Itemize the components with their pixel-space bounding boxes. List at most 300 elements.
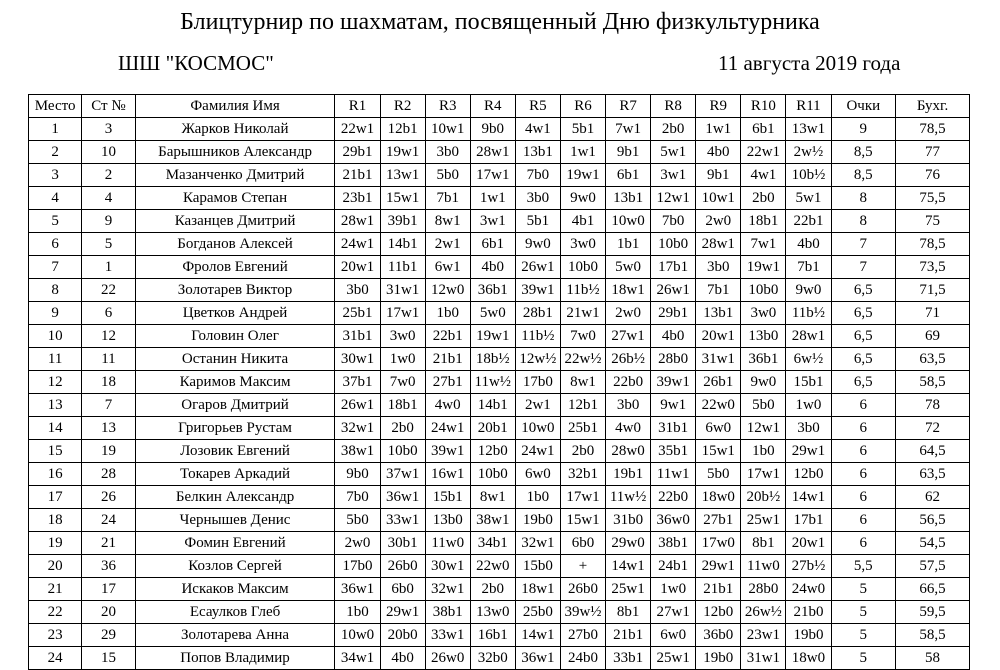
round-1-cell: 1b0 — [335, 601, 380, 624]
round-4-cell: 4b0 — [470, 256, 515, 279]
round-10-cell: 4w1 — [741, 164, 786, 187]
start-number-cell: 21 — [82, 532, 135, 555]
tiebreak-cell: 78,5 — [896, 233, 970, 256]
round-6-cell: 4b1 — [560, 210, 605, 233]
round-9-cell: 29w1 — [696, 555, 741, 578]
round-9-cell: 10w1 — [696, 187, 741, 210]
round-8-cell: 24b1 — [651, 555, 696, 578]
player-name-cell: Фомин Евгений — [135, 532, 335, 555]
round-2-cell: 39b1 — [380, 210, 425, 233]
round-3-cell: 4w0 — [425, 394, 470, 417]
results-table — [28, 94, 970, 670]
round-3-cell: 10w1 — [425, 118, 470, 141]
round-11-cell: 21b0 — [786, 601, 831, 624]
round-11-cell: 20w1 — [786, 532, 831, 555]
header-r11: R11 — [786, 95, 831, 118]
round-2-cell: 11b1 — [380, 256, 425, 279]
table-header-row — [29, 95, 970, 118]
points-cell: 8,5 — [831, 141, 896, 164]
round-5-cell: 39w1 — [515, 279, 560, 302]
place-cell: 9 — [29, 302, 82, 325]
points-cell: 5 — [831, 578, 896, 601]
tournament-title: Блицтурнир по шахматам, посвященный Дню физкультурника — [180, 9, 820, 35]
round-4-cell: 1w1 — [470, 187, 515, 210]
round-5-cell: 10w0 — [515, 417, 560, 440]
round-6-cell: 2b0 — [560, 440, 605, 463]
round-2-cell: 15w1 — [380, 187, 425, 210]
table-row — [29, 371, 970, 394]
points-cell: 8 — [831, 187, 896, 210]
round-3-cell: 16w1 — [425, 463, 470, 486]
round-8-cell: 5w1 — [651, 141, 696, 164]
round-2-cell: 18b1 — [380, 394, 425, 417]
round-6-cell: 10b0 — [560, 256, 605, 279]
header-start-number: Ст № — [82, 95, 135, 118]
round-10-cell: 7w1 — [741, 233, 786, 256]
round-3-cell: 39w1 — [425, 440, 470, 463]
round-6-cell: 7w0 — [560, 325, 605, 348]
player-name-cell: Искаков Максим — [135, 578, 335, 601]
round-5-cell: 2w1 — [515, 394, 560, 417]
round-8-cell: 7b0 — [651, 210, 696, 233]
table-row — [29, 118, 970, 141]
round-2-cell: 6b0 — [380, 578, 425, 601]
round-3-cell: 15b1 — [425, 486, 470, 509]
start-number-cell: 5 — [82, 233, 135, 256]
tiebreak-cell: 71 — [896, 302, 970, 325]
place-cell: 14 — [29, 417, 82, 440]
round-1-cell: 30w1 — [335, 348, 380, 371]
start-number-cell: 18 — [82, 371, 135, 394]
start-number-cell: 19 — [82, 440, 135, 463]
round-1-cell: 23b1 — [335, 187, 380, 210]
round-9-cell: 36b0 — [696, 624, 741, 647]
round-3-cell: 38b1 — [425, 601, 470, 624]
place-cell: 2 — [29, 141, 82, 164]
tiebreak-cell: 62 — [896, 486, 970, 509]
round-1-cell: 7b0 — [335, 486, 380, 509]
round-11-cell: 2w½ — [786, 141, 831, 164]
round-6-cell: 3w0 — [560, 233, 605, 256]
tiebreak-cell: 75,5 — [896, 187, 970, 210]
place-cell: 4 — [29, 187, 82, 210]
place-cell: 10 — [29, 325, 82, 348]
points-cell: 6,5 — [831, 279, 896, 302]
place-cell: 22 — [29, 601, 82, 624]
round-11-cell: 24w0 — [786, 578, 831, 601]
round-7-cell: 3b0 — [606, 394, 651, 417]
start-number-cell: 2 — [82, 164, 135, 187]
header-r1: R1 — [335, 95, 380, 118]
header-r3: R3 — [425, 95, 470, 118]
round-6-cell: 21w1 — [560, 302, 605, 325]
round-7-cell: 9b1 — [606, 141, 651, 164]
round-9-cell: 15w1 — [696, 440, 741, 463]
round-4-cell: 17w1 — [470, 164, 515, 187]
points-cell: 6 — [831, 532, 896, 555]
round-4-cell: 2b0 — [470, 578, 515, 601]
round-1-cell: 3b0 — [335, 279, 380, 302]
round-1-cell: 29b1 — [335, 141, 380, 164]
place-cell: 24 — [29, 647, 82, 670]
round-4-cell: 18b½ — [470, 348, 515, 371]
round-8-cell: 39w1 — [651, 371, 696, 394]
points-cell: 6 — [831, 463, 896, 486]
round-7-cell: 14w1 — [606, 555, 651, 578]
start-number-cell: 13 — [82, 417, 135, 440]
points-cell: 6 — [831, 417, 896, 440]
table-row — [29, 578, 970, 601]
round-7-cell: 18w1 — [606, 279, 651, 302]
header-points: Очки — [831, 95, 896, 118]
start-number-cell: 17 — [82, 578, 135, 601]
round-3-cell: 26w0 — [425, 647, 470, 670]
round-9-cell: 19b0 — [696, 647, 741, 670]
round-2-cell: 29w1 — [380, 601, 425, 624]
round-7-cell: 5w0 — [606, 256, 651, 279]
place-cell: 12 — [29, 371, 82, 394]
round-9-cell: 5b0 — [696, 463, 741, 486]
tiebreak-cell: 77 — [896, 141, 970, 164]
round-11-cell: 4b0 — [786, 233, 831, 256]
round-3-cell: 6w1 — [425, 256, 470, 279]
points-cell: 9 — [831, 118, 896, 141]
round-4-cell: 10b0 — [470, 463, 515, 486]
round-6-cell: 15w1 — [560, 509, 605, 532]
round-4-cell: 32b0 — [470, 647, 515, 670]
table-row — [29, 417, 970, 440]
round-7-cell: 26b½ — [606, 348, 651, 371]
round-2-cell: 31w1 — [380, 279, 425, 302]
round-9-cell: 26b1 — [696, 371, 741, 394]
round-10-cell: 28b0 — [741, 578, 786, 601]
round-8-cell: 36w0 — [651, 509, 696, 532]
player-name-cell: Головин Олег — [135, 325, 335, 348]
round-5-cell: 1b0 — [515, 486, 560, 509]
round-8-cell: 10b0 — [651, 233, 696, 256]
start-number-cell: 4 — [82, 187, 135, 210]
round-3-cell: 30w1 — [425, 555, 470, 578]
round-2-cell: 26b0 — [380, 555, 425, 578]
round-5-cell: 18w1 — [515, 578, 560, 601]
points-cell: 8,5 — [831, 164, 896, 187]
round-10-cell: 25w1 — [741, 509, 786, 532]
table-row — [29, 463, 970, 486]
round-9-cell: 1w1 — [696, 118, 741, 141]
round-1-cell: 37b1 — [335, 371, 380, 394]
round-11-cell: 18w0 — [786, 647, 831, 670]
round-3-cell: 13b0 — [425, 509, 470, 532]
round-9-cell: 31w1 — [696, 348, 741, 371]
round-5-cell: 24w1 — [515, 440, 560, 463]
round-11-cell: 6w½ — [786, 348, 831, 371]
round-7-cell: 33b1 — [606, 647, 651, 670]
round-2-cell: 2b0 — [380, 417, 425, 440]
round-3-cell: 32w1 — [425, 578, 470, 601]
tiebreak-cell: 58 — [896, 647, 970, 670]
round-8-cell: 25w1 — [651, 647, 696, 670]
points-cell: 6 — [831, 440, 896, 463]
round-7-cell: 29w0 — [606, 532, 651, 555]
table-row — [29, 509, 970, 532]
round-6-cell: 9w0 — [560, 187, 605, 210]
round-6-cell: 27b0 — [560, 624, 605, 647]
round-3-cell: 27b1 — [425, 371, 470, 394]
place-cell: 21 — [29, 578, 82, 601]
player-name-cell: Богданов Алексей — [135, 233, 335, 256]
place-cell: 16 — [29, 463, 82, 486]
round-7-cell: 2w0 — [606, 302, 651, 325]
round-10-cell: 10b0 — [741, 279, 786, 302]
round-1-cell: 20w1 — [335, 256, 380, 279]
round-10-cell: 8b1 — [741, 532, 786, 555]
round-11-cell: 17b1 — [786, 509, 831, 532]
start-number-cell: 26 — [82, 486, 135, 509]
round-10-cell: 11w0 — [741, 555, 786, 578]
player-name-cell: Каримов Максим — [135, 371, 335, 394]
round-7-cell: 11w½ — [606, 486, 651, 509]
points-cell: 5 — [831, 647, 896, 670]
round-4-cell: 14b1 — [470, 394, 515, 417]
round-2-cell: 13w1 — [380, 164, 425, 187]
tiebreak-cell: 56,5 — [896, 509, 970, 532]
player-name-cell: Григорьев Рустам — [135, 417, 335, 440]
round-6-cell: 17w1 — [560, 486, 605, 509]
header-r5: R5 — [515, 95, 560, 118]
place-cell: 8 — [29, 279, 82, 302]
header-r7: R7 — [606, 95, 651, 118]
round-2-cell: 20b0 — [380, 624, 425, 647]
round-7-cell: 31b0 — [606, 509, 651, 532]
round-1-cell: 24w1 — [335, 233, 380, 256]
player-name-cell: Казанцев Дмитрий — [135, 210, 335, 233]
table-row — [29, 601, 970, 624]
tiebreak-cell: 58,5 — [896, 624, 970, 647]
round-5-cell: 6w0 — [515, 463, 560, 486]
round-10-cell: 22w1 — [741, 141, 786, 164]
round-1-cell: 32w1 — [335, 417, 380, 440]
round-5-cell: 19b0 — [515, 509, 560, 532]
round-1-cell: 28w1 — [335, 210, 380, 233]
place-cell: 20 — [29, 555, 82, 578]
round-1-cell: 22w1 — [335, 118, 380, 141]
place-cell: 5 — [29, 210, 82, 233]
round-9-cell: 7b1 — [696, 279, 741, 302]
round-2-cell: 3w0 — [380, 325, 425, 348]
header-r2: R2 — [380, 95, 425, 118]
round-5-cell: 3b0 — [515, 187, 560, 210]
place-cell: 7 — [29, 256, 82, 279]
round-6-cell: 22w½ — [560, 348, 605, 371]
round-11-cell: 19b0 — [786, 624, 831, 647]
round-1-cell: 5b0 — [335, 509, 380, 532]
table-row — [29, 532, 970, 555]
header-r8: R8 — [651, 95, 696, 118]
round-2-cell: 7w0 — [380, 371, 425, 394]
round-9-cell: 13b1 — [696, 302, 741, 325]
header-r10: R10 — [741, 95, 786, 118]
start-number-cell: 28 — [82, 463, 135, 486]
round-1-cell: 9b0 — [335, 463, 380, 486]
round-8-cell: 4b0 — [651, 325, 696, 348]
tiebreak-cell: 66,5 — [896, 578, 970, 601]
player-name-cell: Козлов Сергей — [135, 555, 335, 578]
round-2-cell: 36w1 — [380, 486, 425, 509]
round-7-cell: 25w1 — [606, 578, 651, 601]
round-4-cell: 36b1 — [470, 279, 515, 302]
table-row — [29, 348, 970, 371]
table-row — [29, 647, 970, 670]
tiebreak-cell: 57,5 — [896, 555, 970, 578]
points-cell: 7 — [831, 256, 896, 279]
round-5-cell: 12w½ — [515, 348, 560, 371]
round-4-cell: 28w1 — [470, 141, 515, 164]
round-9-cell: 21b1 — [696, 578, 741, 601]
round-11-cell: 12b0 — [786, 463, 831, 486]
player-name-cell: Карамов Степан — [135, 187, 335, 210]
round-10-cell: 12w1 — [741, 417, 786, 440]
round-10-cell: 18b1 — [741, 210, 786, 233]
round-4-cell: 12b0 — [470, 440, 515, 463]
round-10-cell: 9w0 — [741, 371, 786, 394]
table-row — [29, 555, 970, 578]
points-cell: 6,5 — [831, 325, 896, 348]
round-10-cell: 31w1 — [741, 647, 786, 670]
points-cell: 6 — [831, 486, 896, 509]
round-11-cell: 5w1 — [786, 187, 831, 210]
round-11-cell: 13w1 — [786, 118, 831, 141]
start-number-cell: 20 — [82, 601, 135, 624]
round-7-cell: 28w0 — [606, 440, 651, 463]
round-9-cell: 9b1 — [696, 164, 741, 187]
round-8-cell: 22b0 — [651, 486, 696, 509]
round-11-cell: 15b1 — [786, 371, 831, 394]
round-5-cell: 28b1 — [515, 302, 560, 325]
round-3-cell: 22b1 — [425, 325, 470, 348]
round-4-cell: 13w0 — [470, 601, 515, 624]
round-3-cell: 12w0 — [425, 279, 470, 302]
round-11-cell: 1w0 — [786, 394, 831, 417]
round-10-cell: 3w0 — [741, 302, 786, 325]
table-row — [29, 486, 970, 509]
round-11-cell: 22b1 — [786, 210, 831, 233]
points-cell: 8 — [831, 210, 896, 233]
round-10-cell: 23w1 — [741, 624, 786, 647]
player-name-cell: Жарков Николай — [135, 118, 335, 141]
round-8-cell: 12w1 — [651, 187, 696, 210]
round-5-cell: 7b0 — [515, 164, 560, 187]
round-4-cell: 22w0 — [470, 555, 515, 578]
round-2-cell: 30b1 — [380, 532, 425, 555]
tiebreak-cell: 69 — [896, 325, 970, 348]
round-3-cell: 24w1 — [425, 417, 470, 440]
round-8-cell: 9w1 — [651, 394, 696, 417]
round-7-cell: 8b1 — [606, 601, 651, 624]
round-2-cell: 37w1 — [380, 463, 425, 486]
round-10-cell: 36b1 — [741, 348, 786, 371]
tiebreak-cell: 78 — [896, 394, 970, 417]
table-row — [29, 187, 970, 210]
round-9-cell: 6w0 — [696, 417, 741, 440]
round-11-cell: 27b½ — [786, 555, 831, 578]
round-1-cell: 17b0 — [335, 555, 380, 578]
start-number-cell: 7 — [82, 394, 135, 417]
header-name: Фамилия Имя — [135, 95, 335, 118]
player-name-cell: Фролов Евгений — [135, 256, 335, 279]
round-4-cell: 9b0 — [470, 118, 515, 141]
round-3-cell: 33w1 — [425, 624, 470, 647]
tiebreak-cell: 72 — [896, 417, 970, 440]
tiebreak-cell: 71,5 — [896, 279, 970, 302]
round-9-cell: 20w1 — [696, 325, 741, 348]
round-4-cell: 38w1 — [470, 509, 515, 532]
round-10-cell: 13b0 — [741, 325, 786, 348]
place-cell: 11 — [29, 348, 82, 371]
player-name-cell: Попов Владимир — [135, 647, 335, 670]
round-6-cell: + — [560, 555, 605, 578]
tiebreak-cell: 63,5 — [896, 348, 970, 371]
player-name-cell: Белкин Александр — [135, 486, 335, 509]
table-body — [29, 118, 970, 670]
round-8-cell: 28b0 — [651, 348, 696, 371]
round-6-cell: 8w1 — [560, 371, 605, 394]
header-r9: R9 — [696, 95, 741, 118]
round-6-cell: 12b1 — [560, 394, 605, 417]
round-8-cell: 38b1 — [651, 532, 696, 555]
round-8-cell: 2b0 — [651, 118, 696, 141]
round-7-cell: 4w0 — [606, 417, 651, 440]
round-8-cell: 26w1 — [651, 279, 696, 302]
place-cell: 3 — [29, 164, 82, 187]
points-cell: 6,5 — [831, 302, 896, 325]
round-2-cell: 19w1 — [380, 141, 425, 164]
round-11-cell: 29w1 — [786, 440, 831, 463]
start-number-cell: 11 — [82, 348, 135, 371]
round-3-cell: 8w1 — [425, 210, 470, 233]
round-7-cell: 27w1 — [606, 325, 651, 348]
round-7-cell: 22b0 — [606, 371, 651, 394]
round-10-cell: 17w1 — [741, 463, 786, 486]
round-11-cell: 9w0 — [786, 279, 831, 302]
points-cell: 5 — [831, 601, 896, 624]
round-3-cell: 1b0 — [425, 302, 470, 325]
round-2-cell: 1w0 — [380, 348, 425, 371]
table-row — [29, 233, 970, 256]
round-6-cell: 1w1 — [560, 141, 605, 164]
header-r4: R4 — [470, 95, 515, 118]
points-cell: 5 — [831, 624, 896, 647]
round-6-cell: 11b½ — [560, 279, 605, 302]
round-8-cell: 35b1 — [651, 440, 696, 463]
round-10-cell: 26w½ — [741, 601, 786, 624]
tournament-date: 11 августа 2019 года — [718, 51, 901, 75]
round-4-cell: 34b1 — [470, 532, 515, 555]
tiebreak-cell: 54,5 — [896, 532, 970, 555]
round-6-cell: 6b0 — [560, 532, 605, 555]
player-name-cell: Золотарев Виктор — [135, 279, 335, 302]
round-5-cell: 25b0 — [515, 601, 560, 624]
round-3-cell: 5b0 — [425, 164, 470, 187]
table-row — [29, 440, 970, 463]
round-3-cell: 2w1 — [425, 233, 470, 256]
points-cell: 5,5 — [831, 555, 896, 578]
points-cell: 6,5 — [831, 348, 896, 371]
header-tiebreak: Бухг. — [896, 95, 970, 118]
start-number-cell: 1 — [82, 256, 135, 279]
round-7-cell: 1b1 — [606, 233, 651, 256]
tiebreak-cell: 78,5 — [896, 118, 970, 141]
points-cell: 6,5 — [831, 371, 896, 394]
